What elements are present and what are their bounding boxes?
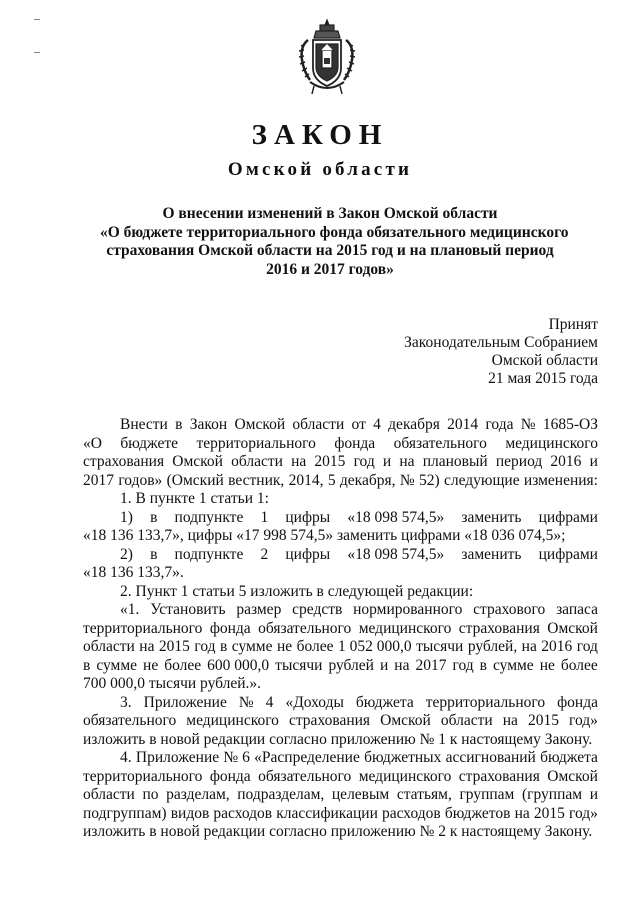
body-word: расходов [382, 804, 441, 822]
body-word: расходов [213, 804, 273, 822]
body-word: и [589, 786, 598, 803]
body-word: 2015 [533, 804, 565, 822]
body-word: подпункте [174, 545, 244, 563]
body-word: более [296, 638, 334, 655]
body-word: по [142, 786, 159, 803]
document-subtitle: Омской области [227, 159, 413, 180]
body-word: нормированного [353, 601, 463, 618]
law-body [83, 416, 598, 842]
heading-line: «О бюджете территориального фонда обязательного медицинского [100, 223, 569, 241]
body-word: № [238, 693, 254, 711]
body-line [83, 694, 598, 713]
body-word: страхования [458, 619, 540, 637]
body-line [83, 620, 598, 639]
heading-line: 2016 и 2017 годов» [266, 260, 394, 278]
body-word: год» [569, 804, 598, 822]
body-word: 2016 [541, 638, 573, 655]
body-word: год» [569, 712, 598, 729]
body-word: 52) [418, 471, 440, 489]
body-word: Омской [172, 453, 223, 470]
body-word: (Омский [166, 471, 224, 489]
body-word: года [485, 416, 514, 433]
body-word: в [83, 656, 91, 674]
body-line [83, 527, 598, 546]
body-word: на [514, 804, 530, 822]
body-line [83, 564, 598, 583]
body-line [83, 583, 598, 602]
body-word: 4. [120, 749, 132, 766]
body-word: Внести [120, 416, 168, 433]
heading-line: страхования Омской области на 2015 год и на плановый период [106, 242, 554, 259]
body-word: «Доходы [285, 693, 344, 711]
body-word: размер [236, 601, 282, 618]
body-word: декабря [388, 416, 440, 433]
adoption-line: Принят [548, 316, 598, 333]
document-title: ЗАКОН [251, 119, 389, 151]
body-word: 2. Пункт 1 статьи 5 изложить в следующей редакции: [120, 582, 474, 600]
body-word: цифры [285, 508, 331, 526]
body-word: 4 [265, 693, 274, 711]
body-word: на [139, 638, 155, 655]
body-word: 1. В пункте 1 статьи 1: [120, 490, 269, 507]
body-word: на [291, 453, 307, 470]
body-word: рублей, [467, 638, 518, 655]
body-word: медицинского [358, 619, 452, 637]
body-word: 1 [260, 508, 269, 526]
body-word: заменить [461, 545, 522, 563]
body-word: 2017 [83, 471, 114, 489]
body-word: обязательного [393, 434, 487, 452]
body-word: 4 [373, 416, 381, 433]
body-word: территориального [83, 767, 203, 785]
body-word: в [150, 508, 158, 526]
body-word: бюджетных [364, 749, 442, 766]
body-word: на [502, 712, 518, 729]
body-word: фонда [557, 693, 598, 711]
law-heading [100, 205, 569, 279]
body-line [83, 712, 598, 731]
body-word: «18 136 133,7», цифры «17 998 574,5» заменить цифрами «18 036 074,5»; [83, 527, 566, 544]
heading-line: О внесении изменений в Закон Омской области [162, 205, 498, 222]
adoption-block [404, 316, 598, 388]
body-word: 2014, [288, 471, 324, 489]
body-word: Омской [547, 619, 598, 637]
body-word: бюджета [540, 749, 598, 766]
body-word: рублей [328, 656, 374, 674]
body-word: 2016 [550, 453, 582, 470]
body-line [83, 509, 598, 528]
body-line [83, 657, 598, 676]
body-word: Омской [547, 767, 598, 785]
body-word: страхования [288, 712, 371, 729]
body-word: цифрами [538, 508, 598, 526]
body-word: в [175, 416, 183, 433]
body-word: «Распределение [254, 749, 360, 766]
body-word: разделам, [166, 786, 230, 803]
body-line [83, 786, 598, 805]
body-word: и [382, 453, 392, 470]
body-word: не [276, 638, 293, 655]
body-word: группам [459, 786, 515, 803]
body-word: год [194, 638, 216, 655]
body-word: изложить в новой редакции согласно приложению № 1 к настоящему Закону. [83, 730, 593, 748]
body-word: тысячи [416, 638, 464, 655]
body-word: 5 [327, 471, 336, 489]
body-word: не [143, 656, 159, 674]
body-word: не [539, 656, 555, 674]
body-word: «О [83, 434, 102, 452]
body-line [83, 768, 598, 787]
body-word: фонда [334, 434, 376, 452]
body-word: Закон [189, 416, 228, 433]
body-word: области [83, 638, 135, 655]
body-word: тысячи [275, 656, 323, 674]
body-word: бюджета [355, 693, 414, 711]
body-word: 3. [120, 693, 132, 711]
body-word: № [399, 471, 415, 489]
body-word: в [150, 545, 158, 563]
body-line [83, 453, 598, 472]
body-word: цифрами [538, 545, 598, 563]
body-word: год [452, 656, 474, 674]
body-word: 2015 [158, 638, 190, 655]
body-word: период [495, 453, 543, 470]
body-word: изменения: [523, 471, 598, 489]
body-line [83, 731, 598, 750]
body-word: «18 098 574,5» [347, 508, 445, 526]
body-line [83, 472, 598, 491]
body-word: Установить [150, 601, 226, 618]
body-word: обязательного [83, 712, 177, 729]
body-word: 2 [260, 545, 269, 563]
body-word: 600 000,0 [207, 656, 270, 674]
body-line [83, 416, 598, 435]
body-word: на [521, 638, 537, 655]
body-word: заменить [461, 508, 522, 526]
body-word: запаса [556, 601, 598, 618]
body-line [83, 546, 598, 565]
body-word: 1685-ОЗ [542, 416, 598, 433]
body-word: обязательного [258, 767, 352, 785]
adoption-line: 21 мая 2015 года [488, 370, 598, 387]
body-word: медицинского [186, 712, 279, 729]
body-line [83, 638, 598, 657]
body-word: (группам [521, 786, 583, 803]
body-word: вестник, [228, 471, 285, 489]
body-word: плановый [422, 453, 488, 470]
body-word: 1 052 000,0 [337, 638, 412, 655]
body-word: 1) [120, 508, 133, 526]
adoption-line: Законодательным Собранием [404, 334, 598, 351]
body-line [83, 601, 598, 620]
body-word: подпункте [174, 508, 244, 526]
body-word: 2017 [415, 656, 447, 674]
body-word: 2014 [447, 416, 479, 433]
body-word: Омской [380, 712, 431, 729]
body-word: сумме [492, 656, 534, 674]
body-word: цифры [285, 545, 331, 563]
body-word: «18 136 133,7». [83, 564, 184, 581]
body-word: области [292, 416, 345, 433]
body-word: области [231, 453, 283, 470]
body-word: обязательного [258, 619, 352, 637]
body-line [83, 435, 598, 454]
body-word: № 6 [223, 749, 250, 766]
body-line [83, 823, 598, 842]
body-line [83, 675, 598, 694]
adoption-line: Омской области [491, 352, 598, 369]
body-word: фонда [209, 767, 251, 785]
body-word: Приложение [135, 749, 220, 766]
body-word: подгруппам) [83, 804, 167, 822]
body-word: статьям, [396, 786, 452, 803]
body-word: области [440, 712, 493, 729]
body-word: год [576, 638, 598, 655]
body-word: и [379, 656, 389, 674]
body-word: на [399, 453, 415, 470]
body-word: годов» [118, 471, 163, 489]
body-word: изложить в новой редакции согласно приложению № 2 к настоящему Закону. [83, 823, 593, 840]
body-word: Омской [234, 416, 286, 433]
body-word: сумме [96, 656, 138, 674]
body-word: медицинского [505, 434, 598, 452]
body-word: 2015 [314, 453, 346, 470]
scan-mark [34, 52, 40, 53]
body-word: на [394, 656, 410, 674]
body-word: бюджетов [444, 804, 511, 822]
body-word: год [353, 453, 375, 470]
body-word: «18 098 574,5» [347, 545, 445, 563]
body-word: бюджете [120, 434, 179, 452]
scan-mark [34, 19, 40, 20]
body-line [83, 749, 598, 768]
body-word: более [560, 656, 598, 674]
body-word: Приложение [143, 693, 227, 711]
body-word: «1. [120, 601, 140, 618]
body-word: территориального [425, 693, 546, 711]
body-word: средств [292, 601, 343, 618]
body-word: № [520, 416, 536, 433]
body-word: страхового [473, 601, 546, 618]
body-word: целевым [331, 786, 390, 803]
body-word: и [589, 453, 598, 470]
omsk-region-coat-of-arms-icon [296, 16, 358, 98]
body-word: страхования [458, 767, 540, 785]
body-word: 2) [120, 545, 133, 563]
body-word: 2015 [527, 712, 559, 729]
body-line [83, 805, 598, 824]
body-word: классификации [276, 804, 378, 822]
body-word: подразделам, [237, 786, 325, 803]
body-word: более [164, 656, 202, 674]
body-word: территориального [196, 434, 316, 452]
body-word: страхования [83, 453, 165, 470]
body-word: области [83, 786, 135, 803]
body-word: от [351, 416, 366, 433]
body-word: 700 000,0 тысячи рублей.». [83, 675, 262, 692]
body-word: следующие [443, 471, 520, 489]
body-line [83, 490, 598, 509]
body-word: в [479, 656, 487, 674]
body-word: территориального [83, 619, 203, 637]
body-word: видов [170, 804, 210, 822]
body-word: сумме [231, 638, 273, 655]
body-word: медицинского [358, 767, 452, 785]
body-word: декабря, [339, 471, 396, 489]
body-word: в [220, 638, 228, 655]
body-word: фонда [209, 619, 251, 637]
body-word: ассигнований [445, 749, 536, 766]
